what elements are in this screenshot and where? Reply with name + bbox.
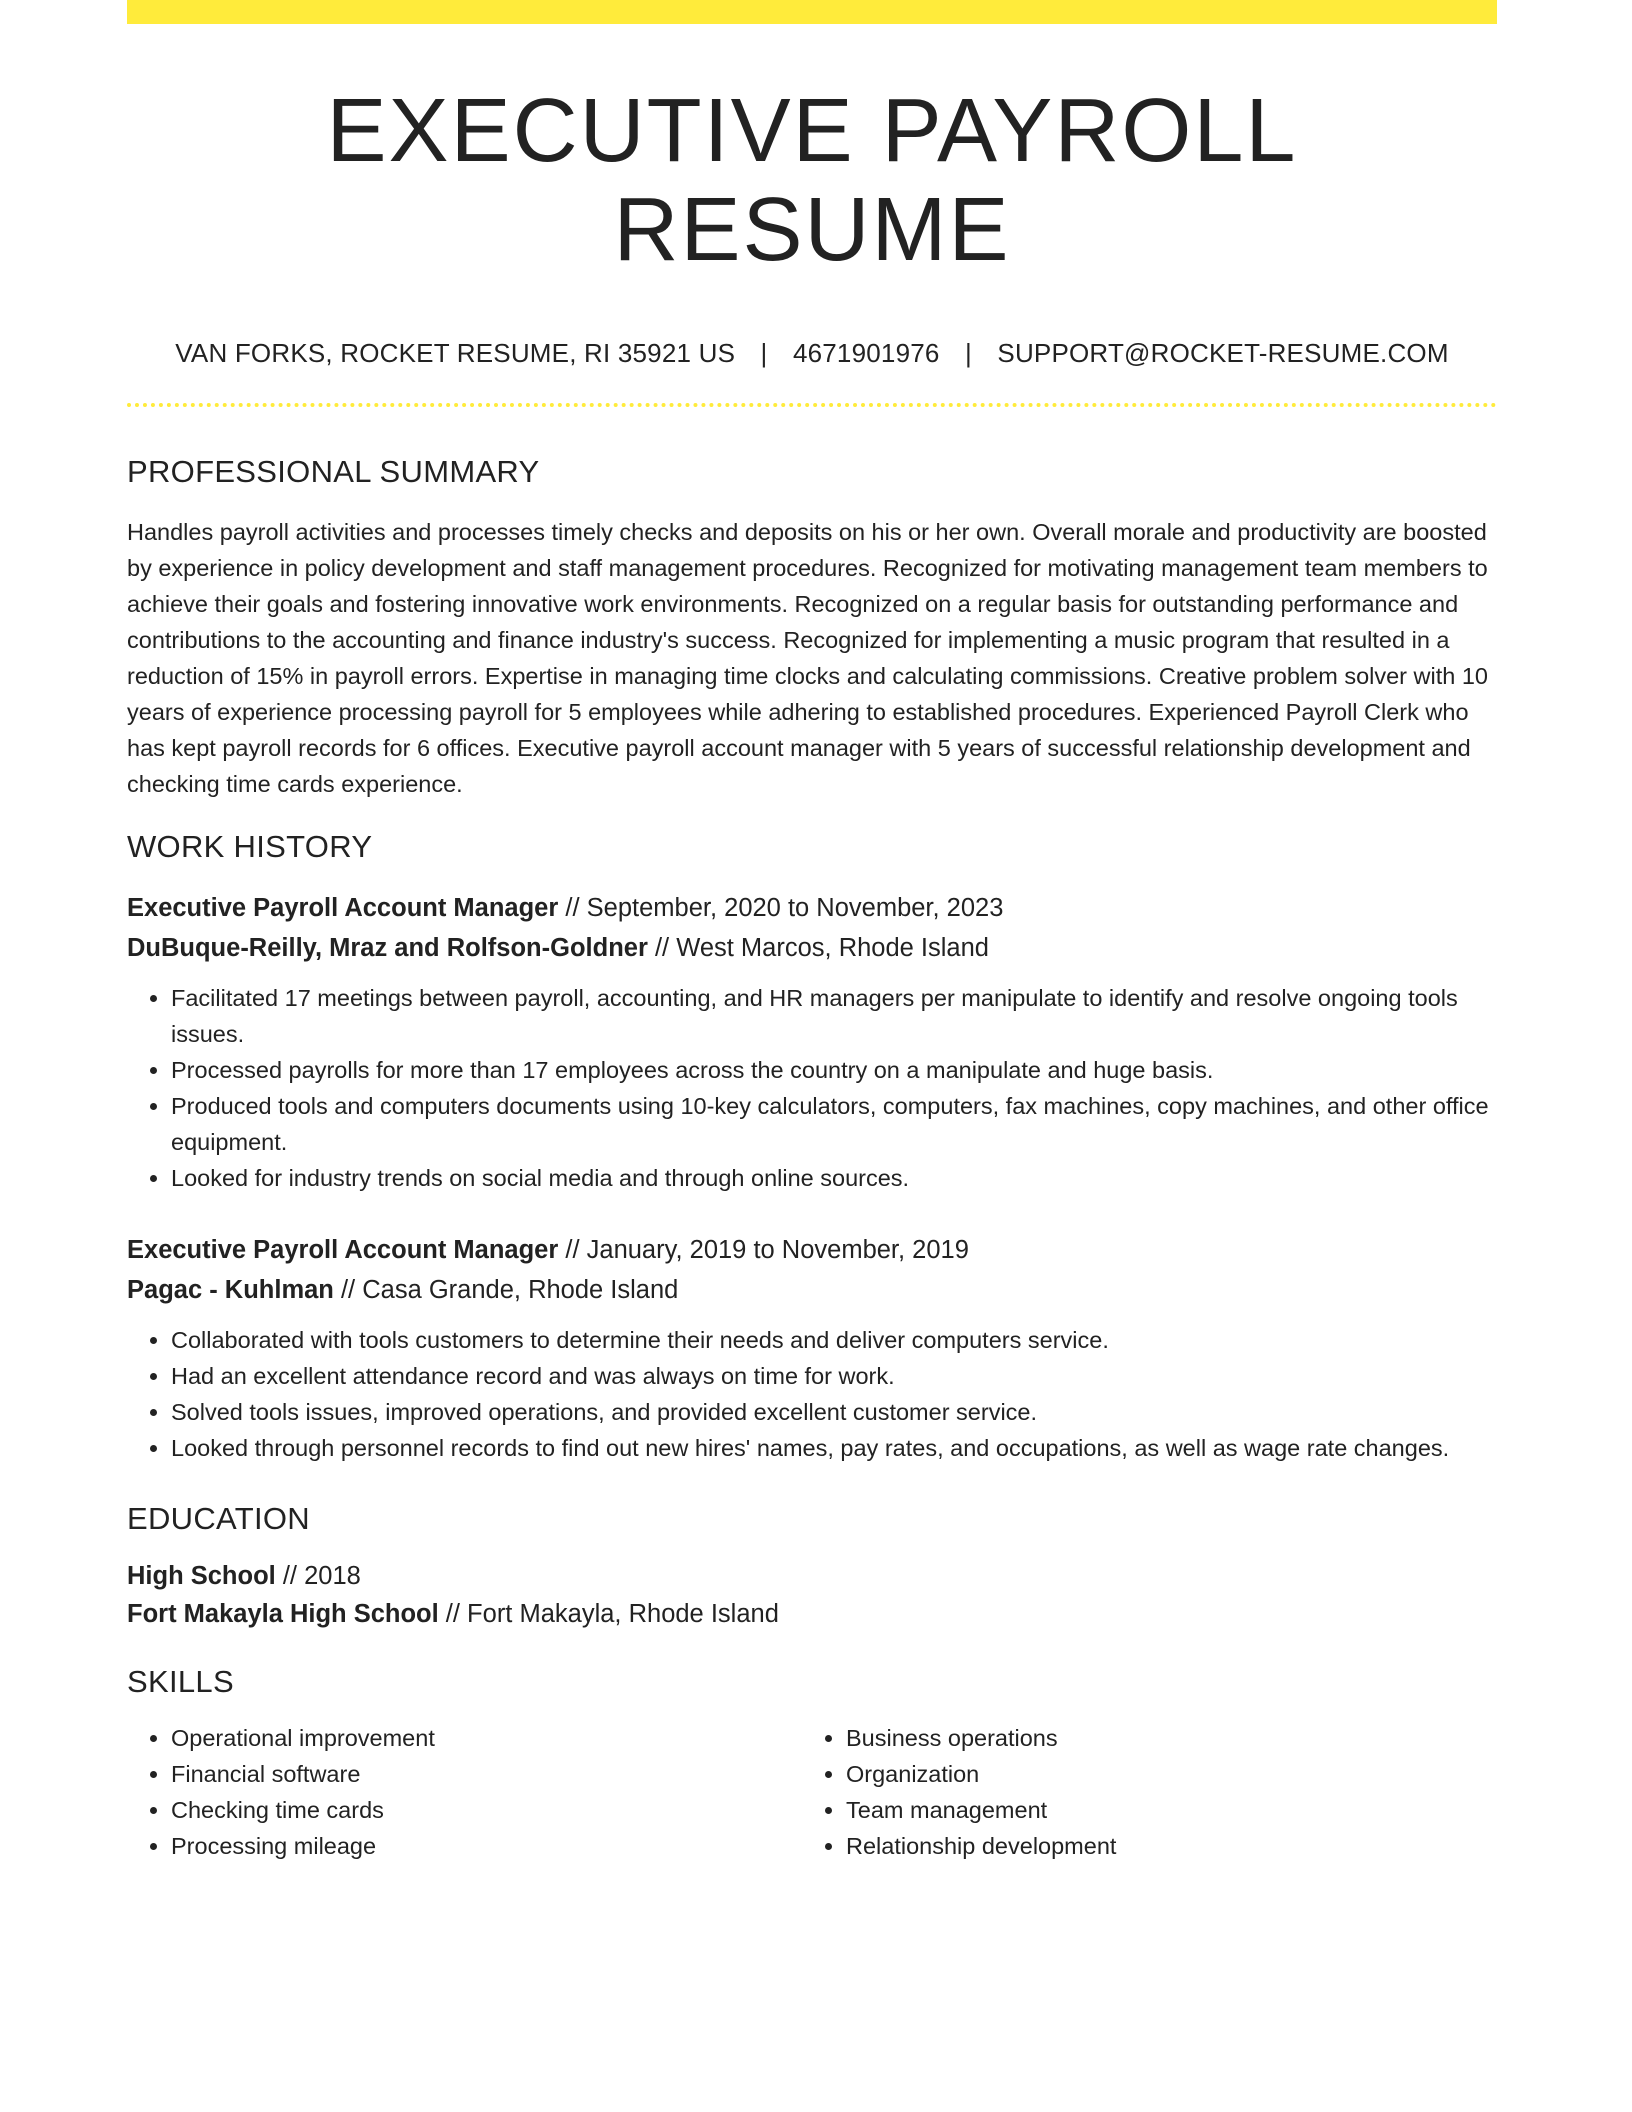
job-location: // Casa Grande, Rhode Island [333, 1275, 679, 1304]
job-company-line [127, 928, 1497, 968]
skills-heading: SKILLS [127, 1663, 234, 1699]
job-title-line [127, 888, 1497, 928]
list-item: • Looked for industry trends on social media and through online sources. [171, 1160, 1497, 1196]
job-title: Executive Payroll Account Manager [127, 893, 559, 922]
job-location: // West Marcos, Rhode Island [647, 933, 989, 962]
contact-address: VAN FORKS, ROCKET RESUME, RI 35921 US [175, 338, 736, 368]
job-bullets [127, 1322, 1497, 1466]
contact-separator: | [760, 338, 768, 368]
list-item: • Facilitated 17 meetings between payroll, accounting, and HR managers per manipulate to identify and resolve ongoing tools issues. [171, 980, 1497, 1052]
education-degree-line [127, 1557, 1497, 1595]
job-entry [127, 888, 1497, 1196]
resume-page [127, 0, 1497, 1864]
skill-item: • Financial software [171, 1756, 802, 1792]
skills-right-list [802, 1720, 1477, 1864]
job-company: DuBuque-Reilly, Mraz and Rolfson-Goldner [127, 933, 648, 962]
job-dates: // September, 2020 to November, 2023 [558, 893, 1004, 922]
accent-top-bar [127, 0, 1497, 24]
list-item: • Processed payrolls for more than 17 employees across the country on a manipulate and huge basis. [171, 1052, 1497, 1088]
skill-item: • Checking time cards [171, 1792, 802, 1828]
skill-item: • Relationship development [846, 1828, 1477, 1864]
skills-left-list [127, 1720, 802, 1864]
job-title: Executive Payroll Account Manager [127, 1235, 559, 1264]
job-entry [127, 1230, 1497, 1466]
education-school-line [127, 1595, 1497, 1633]
education-location: // Fort Makayla, Rhode Island [438, 1599, 779, 1628]
list-item: • Collaborated with tools customers to determine their needs and deliver computers service. [171, 1322, 1497, 1358]
dotted-divider [127, 403, 1497, 407]
skill-item: • Team management [846, 1792, 1477, 1828]
education-year: // 2018 [275, 1561, 361, 1590]
education-school: Fort Makayla High School [127, 1599, 439, 1628]
contact-phone: 4671901976 [792, 338, 940, 368]
education-entry [127, 1557, 1497, 1633]
job-bullets [127, 980, 1497, 1196]
education-degree: High School [127, 1561, 276, 1590]
list-item: • Had an excellent attendance record and was always on time for work. [171, 1358, 1497, 1394]
job-dates: // January, 2019 to November, 2019 [558, 1235, 969, 1264]
education-heading: EDUCATION [127, 1500, 310, 1536]
skill-item: • Organization [846, 1756, 1477, 1792]
summary-heading: PROFESSIONAL SUMMARY [127, 454, 540, 490]
contact-separator: | [965, 338, 972, 368]
contact-line [127, 338, 1497, 369]
contact-email: SUPPORT@ROCKET-RESUME.COM [997, 338, 1449, 368]
list-item: • Looked through personnel records to find out new hires' names, pay rates, and occupations, as well as wage rate changes. [171, 1430, 1497, 1466]
summary-text: Handles payroll activities and processes timely checks and deposits on his or her own. Overall morale and productivity are boosted by experience in policy development and staff management procedures. Recognized for motivating management team members to achieve their goals and fostering innovative work environments. Recognized on a regular basis for outstanding performance and contributions to the accounting and finance industry's success. Recognized for implementing a music program that resulted in a reduction of 15% in payroll errors. Expertise in managing time clocks and calculating commissions. Creative problem solver with 10 years of experience processing payroll for 5 employees while adhering to established procedures. Experienced Payroll Clerk who has kept payroll records for 6 offices. Executive payroll account manager with 5 years of successful relationship development and checking time cards experience. [127, 519, 1488, 798]
skill-item: • Business operations [846, 1720, 1477, 1756]
list-item: • Produced tools and computers documents using 10-key calculators, computers, fax machines, copy machines, and other office equipment. [171, 1088, 1497, 1160]
list-item: • Solved tools issues, improved operations, and provided excellent customer service. [171, 1394, 1497, 1430]
skills-columns [127, 1720, 1497, 1864]
job-company: Pagac - Kuhlman [127, 1275, 334, 1304]
resume-title: EXECUTIVE PAYROLL RESUME [326, 81, 1298, 280]
skill-item: • Operational improvement [171, 1720, 802, 1756]
job-company-line [127, 1270, 1497, 1310]
skill-item: • Processing mileage [171, 1828, 802, 1864]
job-title-line [127, 1230, 1497, 1270]
work-history-heading: WORK HISTORY [127, 829, 373, 865]
